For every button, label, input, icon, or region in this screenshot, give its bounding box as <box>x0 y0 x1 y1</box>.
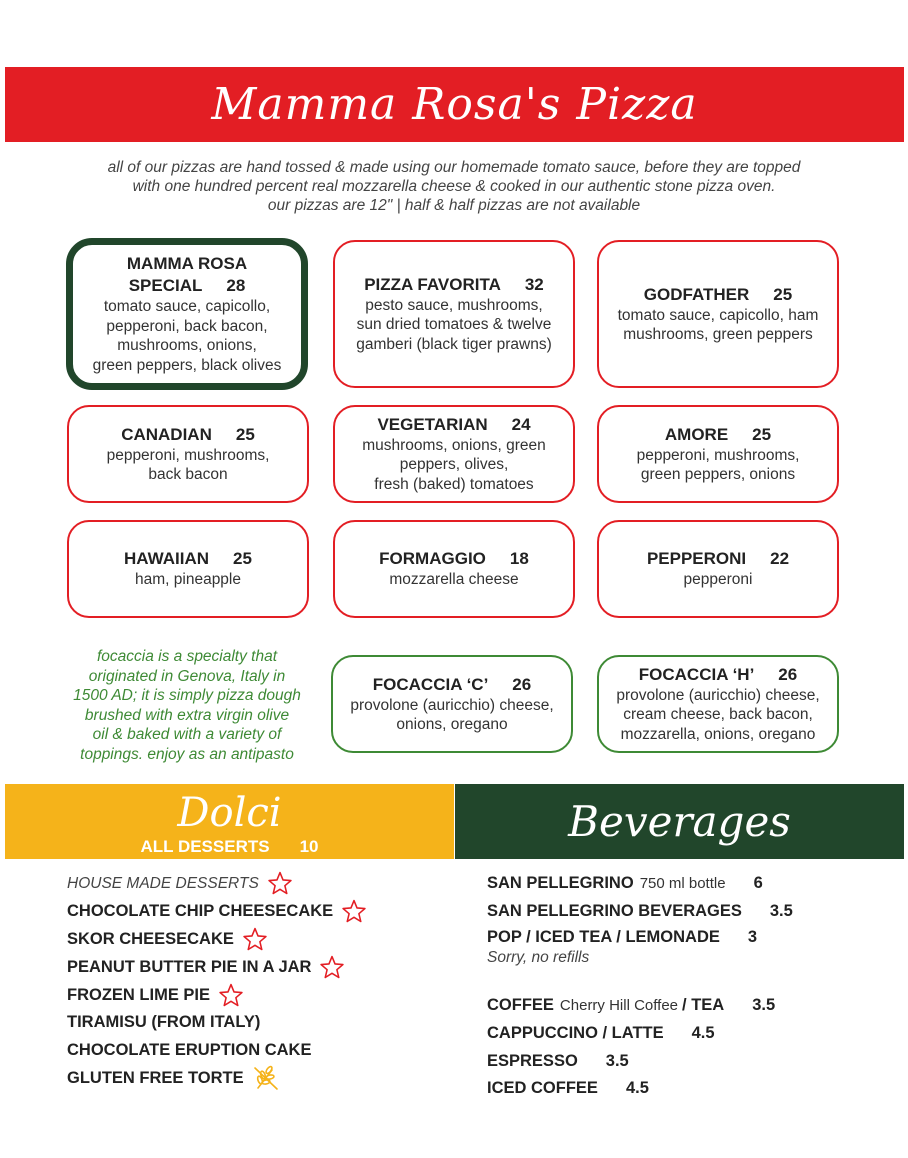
intro-line: all of our pizzas are hand tossed & made using our homemade tomato sauce, before they are topped <box>107 159 801 176</box>
star-outline-icon <box>218 983 244 1008</box>
list-item: GLUTEN FREE TORTE <box>67 1065 447 1093</box>
list-item: FROZEN LIME PIE <box>67 981 447 1009</box>
dolci-header <box>5 784 454 859</box>
pizza-description: pepperoni <box>683 571 753 589</box>
pizza-name-price: SPECIAL 28 <box>128 276 246 295</box>
pizza-description: pepperoni, mushrooms, back bacon <box>106 446 270 483</box>
pizza-price: 25 <box>773 284 793 304</box>
intro-line: with one hundred percent real mozzarella cheese & cooked in our authentic stone pizza oven. <box>132 178 776 195</box>
list-item: COFFEE Cherry Hill Coffee / TEA 3.5 <box>487 995 776 1014</box>
pizza-price: 25 <box>233 549 252 569</box>
focaccia-price: 26 <box>778 664 798 684</box>
star-outline-icon <box>341 899 367 924</box>
pizza-name: MAMMA ROSA <box>126 254 248 273</box>
focaccia-note: focaccia is a specialty that originated in Genova, Italy in 1500 AD; it is simply pizza dough brushed with extra virgin olive oil & baked with a variety of toppings. enjoy as an antipasto <box>73 648 301 763</box>
pizza-price: 22 <box>770 549 790 569</box>
pizza-price: 25 <box>752 424 772 444</box>
list-item: SAN PELLEGRINO 750 ml bottle 6 <box>487 874 763 893</box>
refill-note: Sorry, no refills <box>487 948 590 966</box>
focaccia-description: provolone (auricchio) cheese, onions, oregano <box>350 696 554 733</box>
pizza-card-hawaiian <box>67 520 309 618</box>
beverages-header <box>455 784 904 859</box>
star-outline-icon <box>319 955 345 980</box>
pizza-description: pesto sauce, mushrooms, sun dried tomatoes & twelve gamberi (black tiger prawns) <box>356 296 552 353</box>
focaccia-description: provolone (auricchio) cheese, cream cheese, back bacon, mozzarella, onions, oregano <box>616 686 820 743</box>
pizza-price: 18 <box>509 549 529 569</box>
focaccia-price: 26 <box>512 674 532 694</box>
dolci-title: Dolci <box>177 790 282 836</box>
pizza-card-pizza-favorita <box>333 240 575 388</box>
pizza-card-vegetarian <box>333 405 575 503</box>
pizza-description: mozzarella cheese <box>389 571 519 589</box>
list-item: SKOR CHEESECAKE <box>67 926 447 954</box>
focaccia-name-price: FOCACCIA ‘C’ 26 <box>372 674 532 694</box>
focaccia-card-h <box>597 655 839 753</box>
pizza-name-price: PIZZA FAVORITA 32 <box>364 274 544 294</box>
list-item: CAPPUCCINO / LATTE 4.5 <box>487 1023 715 1042</box>
pizza-description: tomato sauce, capicollo, ham mushrooms, green peppers <box>617 306 819 343</box>
list-item: CHOCOLATE ERUPTION CAKE <box>67 1041 312 1060</box>
dolci-price: 10 <box>299 837 319 856</box>
star-outline-icon <box>267 871 293 896</box>
pizza-description: tomato sauce, capicollo, pepperoni, back bacon, mushrooms, onions, green peppers, black olives <box>92 298 282 374</box>
pizza-card-mamma-rosa-special <box>66 238 308 390</box>
pizza-price: 24 <box>511 414 531 434</box>
beverages-title: Beverages <box>568 797 791 846</box>
intro-text <box>60 158 848 215</box>
pizza-card-canadian <box>67 405 309 503</box>
list-item: ESPRESSO 3.5 <box>487 1051 629 1070</box>
list-item: CHOCOLATE CHIP CHEESECAKE <box>67 898 447 926</box>
pizza-description: ham, pineapple <box>135 571 241 589</box>
focaccia-card-c <box>331 655 573 753</box>
pizza-name-price: AMORE 25 <box>664 424 772 444</box>
pizza-description: pepperoni, mushrooms, green peppers, onions <box>636 446 800 483</box>
dessert-list <box>67 870 447 1092</box>
pizza-description: mushrooms, onions, green peppers, olives, fresh (baked) tomatoes <box>362 436 546 493</box>
pizza-card-amore <box>597 405 839 503</box>
pizza-name-price: HAWAIIAN 25 <box>124 549 252 569</box>
focaccia-name-price: FOCACCIA ‘H’ 26 <box>638 664 798 684</box>
star-outline-icon <box>242 927 268 952</box>
pizza-name-price: VEGETARIAN 24 <box>377 414 531 434</box>
pizza-name-price: PEPPERONI 22 <box>646 549 790 569</box>
list-item: TIRAMISU (FROM ITALY) <box>67 1013 261 1032</box>
beverage-list <box>487 870 897 1103</box>
dolci-subtitle: ALL DESSERTS 10 <box>140 837 319 856</box>
pizza-card-pepperoni <box>597 520 839 618</box>
list-item: POP / ICED TEA / LEMONADE 3 <box>487 928 758 947</box>
pizza-name-price: FORMAGGIO 18 <box>379 549 529 569</box>
pizza-card-formaggio <box>333 520 575 618</box>
list-item: ICED COFFEE 4.5 <box>487 1079 649 1098</box>
restaurant-title-banner <box>5 67 904 142</box>
intro-line: our pizzas are 12" | half & half pizzas are not available <box>267 197 641 214</box>
pizza-name-price: GODFATHER 25 <box>643 284 793 304</box>
pizza-price: 25 <box>235 424 255 444</box>
list-item: PEANUT BUTTER PIE IN A JAR <box>67 953 447 981</box>
list-item: SAN PELLEGRINO BEVERAGES 3.5 <box>487 902 793 921</box>
list-item: HOUSE MADE DESSERTS <box>67 870 447 898</box>
pizza-name-price: CANADIAN 25 <box>121 424 255 444</box>
pizza-price: 32 <box>524 274 544 294</box>
pizza-card-godfather <box>597 240 839 388</box>
pizza-price: 28 <box>226 276 246 295</box>
restaurant-title: Mamma Rosa's Pizza <box>211 79 698 130</box>
gluten-free-wheat-icon <box>252 1064 280 1092</box>
